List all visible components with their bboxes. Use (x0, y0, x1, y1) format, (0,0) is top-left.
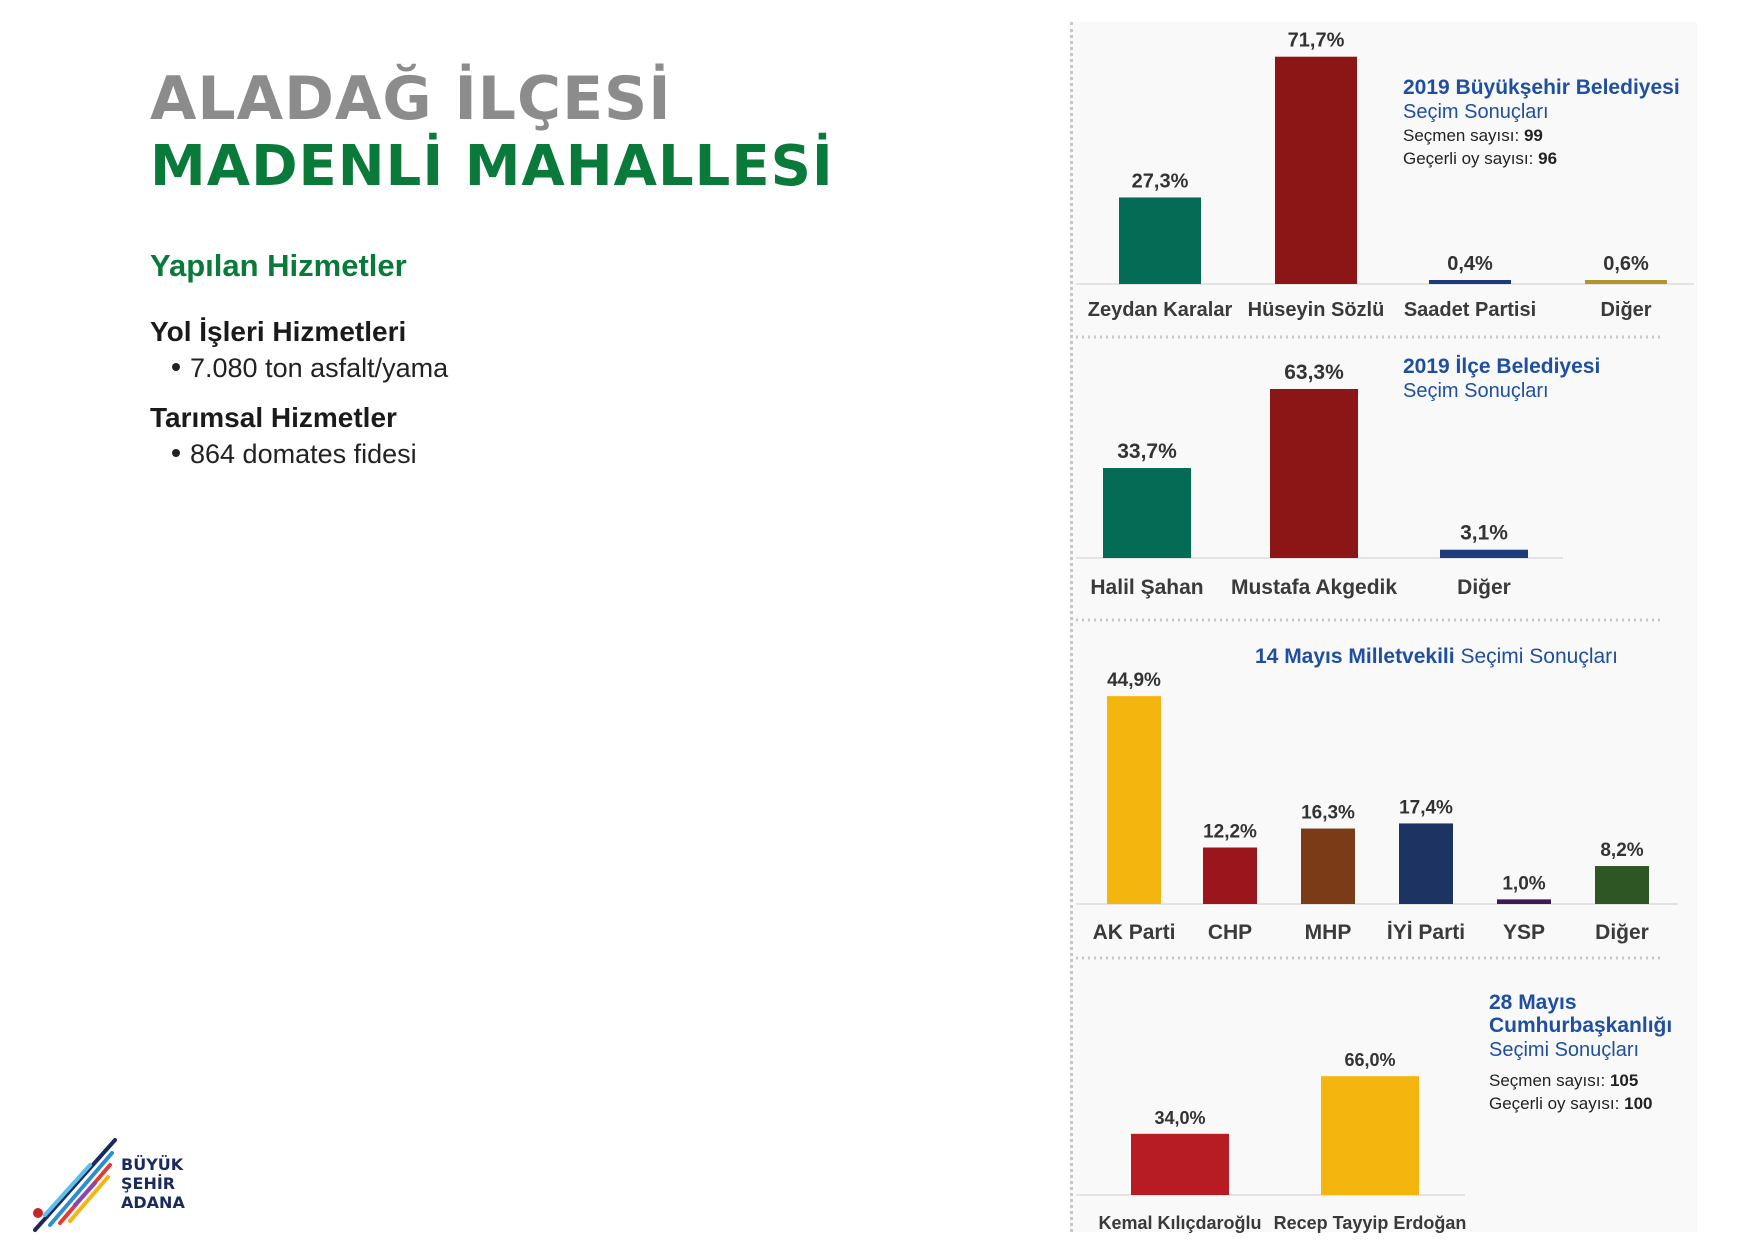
category-label: Recep Tayyip Erdoğan (1273, 1213, 1467, 1233)
category-label: MHP (1304, 921, 1352, 944)
bar (1119, 197, 1201, 284)
category-label: Diğer (1600, 299, 1652, 321)
chart-subtitle: Seçim Sonuçları (1403, 101, 1549, 123)
bar (1429, 280, 1511, 284)
services-heading: Yapılan Hizmetler (150, 248, 407, 283)
chart-title: 2019 Büyükşehir Belediyesi (1403, 76, 1680, 99)
category-label: Diğer (1595, 921, 1649, 944)
category-label: Kemal Kılıçdaroğlu (1098, 1213, 1262, 1233)
bar-value-label: 17,4% (1399, 797, 1453, 819)
bar (1103, 468, 1191, 558)
bar (1270, 389, 1358, 558)
chart-title: 14 Mayıs Milletvekili Seçimi Sonuçları (1255, 645, 1618, 668)
category-label: CHP (1207, 921, 1253, 944)
category-label: Hüseyin Sözlü (1247, 299, 1385, 321)
district-title: ALADAĞ İLÇESİ (150, 64, 672, 134)
service-item-text: 864 domates fidesi (190, 439, 417, 469)
bar (1595, 866, 1649, 904)
bar-value-label: 33,7% (1117, 440, 1177, 464)
bar-value-label: 27,3% (1131, 170, 1189, 193)
bar-value-label: 0,6% (1603, 253, 1649, 275)
service-item-text: 7.080 ton asfalt/yama (190, 353, 449, 383)
bar-value-label: 8,2% (1600, 840, 1644, 862)
category-label: Halil Şahan (1090, 576, 1204, 599)
bar-value-label: 12,2% (1203, 821, 1257, 843)
bar-value-label: 44,9% (1107, 670, 1161, 692)
logo-line: BÜYÜK (121, 1155, 184, 1174)
category-label: YSP (1502, 921, 1546, 944)
category-label: Saadet Partisi (1403, 299, 1537, 321)
chart-title: 2019 İlçe Belediyesi (1403, 355, 1601, 378)
chart-info: Seçmen sayısı: 105 (1489, 1071, 1639, 1090)
bar (1131, 1134, 1229, 1195)
adana-logo-text (121, 1155, 185, 1212)
bar (1301, 829, 1355, 904)
bar (1275, 57, 1357, 284)
chart-title: 28 Mayıs (1489, 991, 1577, 1014)
bar-value-label: 1,0% (1502, 873, 1546, 895)
bar (1399, 823, 1453, 904)
service-group-title: Yol İşleri Hizmetleri (150, 316, 407, 347)
category-label: Mustafa Akgedik (1230, 576, 1398, 599)
bar-value-label: 66,0% (1344, 1050, 1396, 1071)
chart-info: Geçerli oy sayısı: 96 (1403, 149, 1558, 168)
category-label: Zeydan Karalar (1087, 299, 1233, 321)
bar-value-label: 63,3% (1284, 360, 1344, 384)
bar-value-label: 0,4% (1447, 253, 1493, 275)
chart-info: Seçmen sayısı: 99 (1403, 126, 1543, 145)
bar-value-label: 34,0% (1154, 1107, 1206, 1128)
bar (1440, 550, 1528, 558)
chart-subtitle: Seçim Sonuçları (1403, 380, 1549, 402)
chart-title: Cumhurbaşkanlığı (1489, 1014, 1673, 1037)
chart-subtitle: Seçimi Sonuçları (1489, 1039, 1640, 1061)
neighborhood-title: MADENLİ MAHALLESİ (150, 134, 834, 199)
bar-value-label: 16,3% (1301, 802, 1355, 824)
bar-value-label: 71,7% (1287, 29, 1345, 52)
category-label: Diğer (1457, 576, 1511, 599)
bar-value-label: 3,1% (1460, 521, 1508, 545)
logo-line: ADANA (121, 1193, 185, 1212)
category-label: AK Parti (1092, 921, 1176, 944)
chart-info: Geçerli oy sayısı: 100 (1489, 1094, 1653, 1113)
bar (1585, 280, 1667, 284)
bar (1321, 1076, 1419, 1195)
category-label: İYİ Parti (1386, 921, 1466, 944)
bar (1497, 899, 1551, 904)
bar (1107, 696, 1161, 904)
logo-line: ŞEHİR (121, 1174, 176, 1193)
service-group-title: Tarımsal Hizmetler (150, 402, 397, 433)
bar (1203, 848, 1257, 904)
